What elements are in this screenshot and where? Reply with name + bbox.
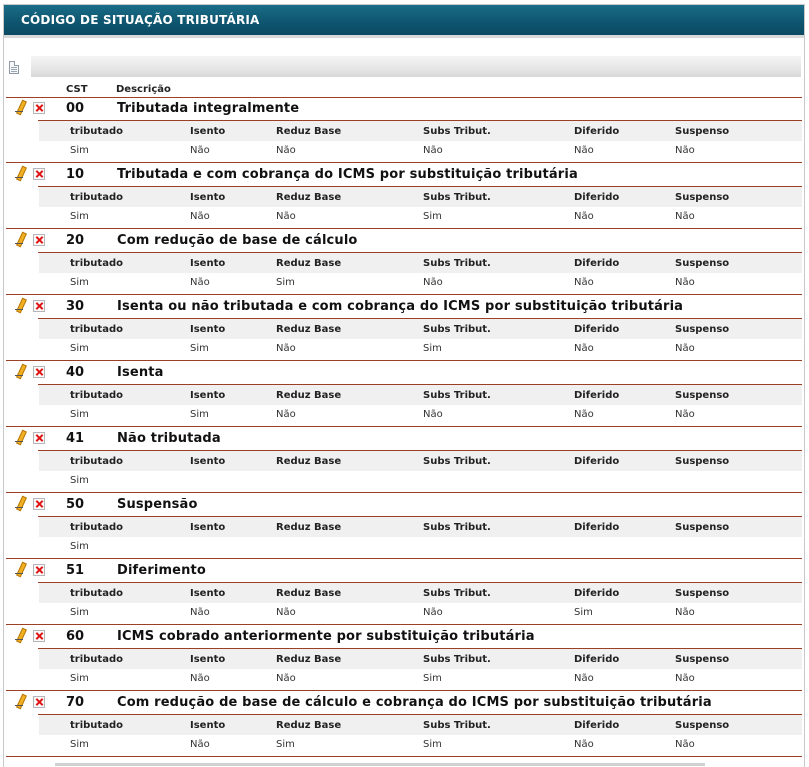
- sub-header-reduz-base: Reduz Base: [276, 324, 342, 335]
- sub-header-reduz-base: Reduz Base: [276, 456, 342, 467]
- sub-header-diferido: Diferido: [574, 390, 620, 401]
- sub-header-subs-tribut: Subs Tribut.: [423, 522, 491, 533]
- edit-pencil-icon[interactable]: [14, 364, 26, 378]
- sub-header-isento: Isento: [190, 258, 226, 269]
- value-diferido: Não: [574, 277, 594, 288]
- value-subs-tribut: Sim: [423, 739, 442, 750]
- sub-header-subs-tribut: Subs Tribut.: [423, 192, 491, 203]
- sub-header-tributado: tributado: [70, 456, 123, 467]
- record-divider: [6, 162, 802, 163]
- value-tributado: Sim: [70, 145, 89, 156]
- value-suspenso: Não: [675, 343, 695, 354]
- value-reduz-base: Sim: [276, 277, 295, 288]
- table-header: [4, 78, 804, 98]
- record-description: Com redução de base de cálculo: [117, 233, 358, 248]
- record-code: 50: [66, 497, 85, 512]
- value-tributado: Sim: [70, 277, 89, 288]
- sub-table-values: [39, 141, 802, 159]
- value-subs-tribut: Sim: [423, 343, 442, 354]
- value-suspenso: Não: [675, 607, 695, 618]
- sub-table-header: [39, 517, 802, 537]
- record-code: 41: [66, 431, 85, 446]
- value-diferido: Não: [574, 211, 594, 222]
- sub-table-values: [39, 603, 802, 621]
- sub-header-reduz-base: Reduz Base: [276, 126, 342, 137]
- sub-header-suspenso: Suspenso: [675, 390, 730, 401]
- sub-table-values: [39, 339, 802, 357]
- value-tributado: Sim: [70, 673, 89, 684]
- delete-x-icon[interactable]: [33, 564, 45, 576]
- value-suspenso: Não: [675, 673, 695, 684]
- sub-header-diferido: Diferido: [574, 654, 620, 665]
- sub-header-suspenso: Suspenso: [675, 456, 730, 467]
- value-tributado: Sim: [70, 343, 89, 354]
- sub-header-diferido: Diferido: [574, 522, 620, 533]
- sub-table-header: [39, 715, 802, 735]
- sub-header-isento: Isento: [190, 588, 226, 599]
- value-isento: Sim: [190, 343, 209, 354]
- value-subs-tribut: Não: [423, 277, 443, 288]
- sub-table-values: [39, 273, 802, 291]
- record-row: [4, 428, 804, 494]
- sub-header-isento: Isento: [190, 126, 226, 137]
- record-row: [4, 626, 804, 692]
- sub-header-reduz-base: Reduz Base: [276, 258, 342, 269]
- sub-header-reduz-base: Reduz Base: [276, 654, 342, 665]
- sub-header-subs-tribut: Subs Tribut.: [423, 324, 491, 335]
- sub-header-tributado: tributado: [70, 654, 123, 665]
- edit-pencil-icon[interactable]: [14, 430, 26, 444]
- sub-header-isento: Isento: [190, 720, 226, 731]
- value-diferido: Sim: [574, 607, 593, 618]
- sub-header-diferido: Diferido: [574, 126, 620, 137]
- value-diferido: Não: [574, 145, 594, 156]
- record-code: 40: [66, 365, 85, 380]
- value-suspenso: Não: [675, 145, 695, 156]
- record-code: 00: [66, 101, 85, 116]
- column-header-descricao: Descrição: [116, 84, 171, 95]
- toolbar: [4, 56, 804, 78]
- value-isento: Não: [190, 739, 210, 750]
- record-row: [4, 230, 804, 296]
- value-reduz-base: Não: [276, 211, 296, 222]
- edit-pencil-icon[interactable]: [14, 298, 26, 312]
- sub-header-diferido: Diferido: [574, 456, 620, 467]
- sub-header-suspenso: Suspenso: [675, 522, 730, 533]
- record-code: 60: [66, 629, 85, 644]
- sub-header-reduz-base: Reduz Base: [276, 390, 342, 401]
- sub-header-reduz-base: Reduz Base: [276, 588, 342, 599]
- edit-pencil-icon[interactable]: [14, 496, 26, 510]
- sub-header-tributado: tributado: [70, 720, 123, 731]
- delete-x-icon[interactable]: [33, 432, 45, 444]
- sub-header-subs-tribut: Subs Tribut.: [423, 720, 491, 731]
- sub-table-values: [39, 669, 802, 687]
- delete-x-icon[interactable]: [33, 168, 45, 180]
- sub-table-header: [39, 121, 802, 141]
- sub-table-header: [39, 319, 802, 339]
- value-reduz-base: Não: [276, 673, 296, 684]
- sub-header-subs-tribut: Subs Tribut.: [423, 126, 491, 137]
- sub-header-tributado: tributado: [70, 324, 123, 335]
- record-divider: [6, 690, 802, 691]
- record-code: 30: [66, 299, 85, 314]
- value-suspenso: Não: [675, 277, 695, 288]
- edit-pencil-icon[interactable]: [14, 562, 26, 576]
- sub-header-isento: Isento: [190, 192, 226, 203]
- value-isento: Não: [190, 607, 210, 618]
- sub-header-diferido: Diferido: [574, 258, 620, 269]
- sub-header-subs-tribut: Subs Tribut.: [423, 654, 491, 665]
- sub-table-header: [39, 385, 802, 405]
- sub-header-tributado: tributado: [70, 126, 123, 137]
- sub-header-isento: Isento: [190, 522, 226, 533]
- sub-header-diferido: Diferido: [574, 324, 620, 335]
- value-reduz-base: Sim: [276, 739, 295, 750]
- value-diferido: Não: [574, 409, 594, 420]
- edit-pencil-icon[interactable]: [14, 166, 26, 180]
- record-description: Isenta: [117, 365, 164, 380]
- edit-pencil-icon[interactable]: [14, 100, 26, 114]
- record-description: Com redução de base de cálculo e cobrança do ICMS por substituição tributária: [117, 695, 712, 710]
- sub-header-reduz-base: Reduz Base: [276, 522, 342, 533]
- value-reduz-base: Não: [276, 409, 296, 420]
- value-reduz-base: Não: [276, 145, 296, 156]
- sub-table-values: [39, 735, 802, 753]
- edit-pencil-icon[interactable]: [14, 628, 26, 642]
- sub-header-suspenso: Suspenso: [675, 258, 730, 269]
- record-row: [4, 494, 804, 560]
- record-divider: [6, 756, 802, 757]
- toolbar-strip: [31, 56, 801, 77]
- sub-header-suspenso: Suspenso: [675, 192, 730, 203]
- record-divider: [6, 492, 802, 493]
- sub-header-subs-tribut: Subs Tribut.: [423, 588, 491, 599]
- value-suspenso: Não: [675, 409, 695, 420]
- record-divider: [6, 426, 802, 427]
- value-subs-tribut: Não: [423, 409, 443, 420]
- record-row: [4, 164, 804, 230]
- sub-table-header: [39, 187, 802, 207]
- value-isento: Não: [190, 277, 210, 288]
- sub-header-subs-tribut: Subs Tribut.: [423, 390, 491, 401]
- record-row: [4, 98, 804, 164]
- record-description: ICMS cobrado anteriormente por substituição tributária: [117, 629, 535, 644]
- value-isento: Não: [190, 145, 210, 156]
- edit-pencil-icon[interactable]: [14, 232, 26, 246]
- sub-table-values: [39, 405, 802, 423]
- delete-x-icon[interactable]: [33, 300, 45, 312]
- sub-table-values: [39, 471, 802, 489]
- records-list: [4, 98, 804, 758]
- value-tributado: Sim: [70, 475, 89, 486]
- sub-table-header: [39, 253, 802, 273]
- sub-header-suspenso: Suspenso: [675, 588, 730, 599]
- record-divider: [6, 624, 802, 625]
- sub-header-suspenso: Suspenso: [675, 126, 730, 137]
- sub-table-header: [39, 649, 802, 669]
- record-description: Tributada e com cobrança do ICMS por substituição tributária: [117, 167, 578, 182]
- record-code: 51: [66, 563, 85, 578]
- column-header-cst: CST: [66, 84, 88, 95]
- value-tributado: Sim: [70, 607, 89, 618]
- sub-table-header: [39, 451, 802, 471]
- value-subs-tribut: Sim: [423, 673, 442, 684]
- sub-header-isento: Isento: [190, 654, 226, 665]
- record-description: Diferimento: [117, 563, 207, 578]
- sub-header-diferido: Diferido: [574, 192, 620, 203]
- record-row: [4, 362, 804, 428]
- value-suspenso: Não: [675, 211, 695, 222]
- value-tributado: Sim: [70, 409, 89, 420]
- record-divider: [6, 228, 802, 229]
- record-code: 10: [66, 167, 85, 182]
- delete-x-icon[interactable]: [33, 366, 45, 378]
- record-row: [4, 560, 804, 626]
- value-isento: Não: [190, 673, 210, 684]
- record-row: [4, 296, 804, 362]
- value-tributado: Sim: [70, 211, 89, 222]
- sub-header-suspenso: Suspenso: [675, 720, 730, 731]
- value-isento: Não: [190, 211, 210, 222]
- sub-header-reduz-base: Reduz Base: [276, 720, 342, 731]
- value-subs-tribut: Não: [423, 607, 443, 618]
- footer-divider: [55, 763, 705, 766]
- edit-pencil-icon[interactable]: [14, 694, 26, 708]
- new-document-icon[interactable]: [9, 61, 19, 74]
- sub-table-header: [39, 583, 802, 603]
- sub-header-subs-tribut: Subs Tribut.: [423, 456, 491, 467]
- sub-header-tributado: tributado: [70, 192, 123, 203]
- sub-header-isento: Isento: [190, 390, 226, 401]
- value-suspenso: Não: [675, 739, 695, 750]
- sub-header-subs-tribut: Subs Tribut.: [423, 258, 491, 269]
- record-divider: [6, 360, 802, 361]
- sub-header-diferido: Diferido: [574, 720, 620, 731]
- value-reduz-base: Não: [276, 607, 296, 618]
- sub-header-reduz-base: Reduz Base: [276, 192, 342, 203]
- record-code: 70: [66, 695, 85, 710]
- sub-header-diferido: Diferido: [574, 588, 620, 599]
- value-diferido: Não: [574, 673, 594, 684]
- sub-header-tributado: tributado: [70, 390, 123, 401]
- delete-x-icon[interactable]: [33, 696, 45, 708]
- value-tributado: Sim: [70, 541, 89, 552]
- value-diferido: Não: [574, 739, 594, 750]
- delete-x-icon[interactable]: [33, 498, 45, 510]
- record-divider: [6, 558, 802, 559]
- sub-header-tributado: tributado: [70, 522, 123, 533]
- sub-table-values: [39, 537, 802, 555]
- delete-x-icon[interactable]: [33, 234, 45, 246]
- value-subs-tribut: Não: [423, 145, 443, 156]
- record-description: Suspensão: [117, 497, 198, 512]
- value-isento: Sim: [190, 409, 209, 420]
- sub-header-tributado: tributado: [70, 258, 123, 269]
- value-reduz-base: Não: [276, 343, 296, 354]
- sub-table-values: [39, 207, 802, 225]
- record-code: 20: [66, 233, 85, 248]
- record-description: Tributada integralmente: [117, 101, 300, 116]
- delete-x-icon[interactable]: [33, 102, 45, 114]
- sub-header-isento: Isento: [190, 456, 226, 467]
- cst-panel: [3, 4, 805, 767]
- sub-header-isento: Isento: [190, 324, 226, 335]
- record-description: Isenta ou não tributada e com cobrança do ICMS por substituição tributária: [117, 299, 684, 314]
- sub-header-suspenso: Suspenso: [675, 654, 730, 665]
- value-subs-tribut: Sim: [423, 211, 442, 222]
- record-description: Não tributada: [117, 431, 221, 446]
- delete-x-icon[interactable]: [33, 630, 45, 642]
- value-tributado: Sim: [70, 739, 89, 750]
- record-divider: [6, 294, 802, 295]
- sub-header-tributado: tributado: [70, 588, 123, 599]
- value-diferido: Não: [574, 343, 594, 354]
- panel-title: CÓDIGO DE SITUAÇÃO TRIBUTÁRIA: [4, 5, 804, 38]
- record-row: [4, 692, 804, 758]
- sub-header-suspenso: Suspenso: [675, 324, 730, 335]
